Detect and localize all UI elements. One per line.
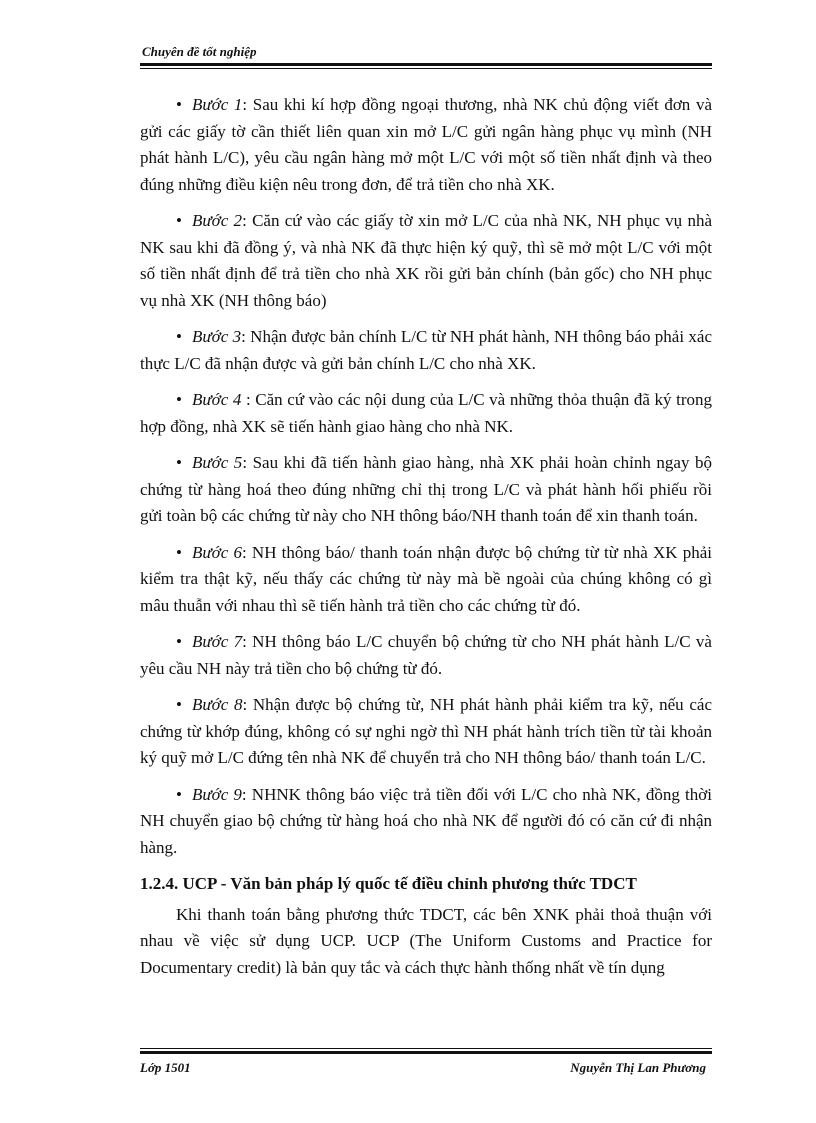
footer-rule-thin: [140, 1048, 712, 1049]
section-heading: 1.2.4. UCP - Văn bản pháp lý quốc tế điều chỉnh phương thức TDCT: [140, 874, 637, 893]
step-separator: :: [242, 453, 253, 472]
step-label: Bước 8: [192, 695, 243, 714]
step-text: NH thông báo/ thanh toán nhận được bộ chứng từ từ nhà XK phải kiểm tra thật kỹ, nếu thấy các chứng từ này mà bề ngoài của chúng không có gì mâu thuẫn với nhau thì sẽ tiến hành trả tiền cho các chứng từ đó.: [140, 542, 712, 615]
step-label: Bước 5: [192, 453, 243, 472]
footer-row: [140, 1060, 712, 1076]
step-label: Bước 2: [192, 211, 243, 230]
header-title: Chuyên đề tốt nghiệp: [142, 44, 257, 59]
step-text: Căn cứ vào các nội dung của L/C và những thỏa thuận đã ký trong hợp đồng, nhà XK sẽ tiến hành giao hàng cho nhà NK.: [140, 390, 712, 436]
step-label: Bước 3: [192, 327, 242, 346]
step-9: [140, 782, 712, 862]
step-7: [140, 629, 712, 682]
step-label: Bước 1: [192, 95, 243, 114]
step-separator: :: [242, 95, 253, 114]
step-2: [140, 208, 712, 314]
step-label: Bước 7: [192, 632, 243, 651]
step-separator: :: [241, 542, 252, 562]
bullet-icon: •: [176, 632, 182, 651]
bullet-icon: •: [176, 695, 182, 714]
step-label: Bước 6: [192, 542, 242, 562]
document-body: [140, 92, 712, 981]
bullet-icon: •: [176, 211, 182, 230]
footer-class: Lớp 1501: [140, 1060, 191, 1075]
step-separator: :: [241, 390, 256, 409]
bullet-icon: •: [176, 542, 182, 562]
step-text: Sau khi đã tiến hành giao hàng, nhà XK phải hoàn chỉnh ngay bộ chứng từ hàng hoá theo đúng những chỉ thị trong L/C và phát hành hối phiếu rồi gửi toàn bộ các chứng từ này cho NH thông báo/NH thanh toán để xin thanh toán.: [140, 453, 712, 525]
bullet-icon: •: [176, 453, 182, 472]
footer-author: Nguyễn Thị Lan Phương: [570, 1060, 706, 1075]
page-footer: [140, 1048, 712, 1076]
page-header: [140, 44, 712, 69]
step-separator: :: [241, 784, 252, 804]
bullet-icon: •: [176, 390, 182, 409]
header-rule-thin: [140, 68, 712, 69]
step-text: Sau khi kí hợp đồng ngoại thương, nhà NK chủ động viết đơn và gửi các giấy tờ cần thiết liên quan xin mở L/C gửi ngân hàng phục vụ mình (NH phát hành L/C), yêu cầu ngân hàng mở một L/C với một số tiền nhất định và theo đúng những điều kiện nêu trong đơn, để trả tiền cho nhà XK.: [140, 95, 712, 194]
step-6: [140, 540, 712, 620]
bullet-icon: •: [176, 327, 182, 346]
step-4: [140, 387, 712, 440]
step-separator: :: [242, 695, 253, 714]
step-5: [140, 450, 712, 530]
bullet-icon: •: [176, 95, 182, 114]
step-8: [140, 692, 712, 772]
step-label: Bước 4: [192, 390, 242, 409]
step-separator: :: [242, 632, 253, 651]
section-paragraph: Khi thanh toán bằng phương thức TDCT, các bên XNK phải thoả thuận với nhau về việc sử dụng UCP. UCP (The Uniform Customs and Practice for Documentary credit) là bản quy tắc và cách thực hành thống nhất về tín dụng: [140, 904, 712, 977]
step-text: Căn cứ vào các giấy tờ xin mở L/C của nhà NK, NH phục vụ nhà NK sau khi đã đồng ý, và nhà NK đã thực hiện ký quỹ, thì sẽ mở một L/C với một số tiền nhất định để trả tiền cho nhà XK rồi gửi bản chính (bản gốc) cho NH phục vụ nhà XK (NH thông báo): [140, 211, 712, 310]
step-text: Nhận được bộ chứng từ, NH phát hành phải kiểm tra kỹ, nếu các chứng từ khớp đúng, không có sự nghi ngờ thì NH phát hành trích tiền từ tài khoản ký quỹ mở L/C đứng tên nhà NK để chuyển trả cho NH thông báo/ thanh toán L/C.: [140, 695, 712, 767]
step-separator: :: [241, 327, 251, 346]
step-text: Nhận được bản chính L/C từ NH phát hành, NH thông báo phải xác thực L/C đã nhận được và gửi bản chính L/C cho nhà XK.: [140, 327, 712, 373]
bullet-icon: •: [176, 784, 182, 804]
header-rule-thick: [140, 63, 712, 66]
step-3: [140, 324, 712, 377]
step-text: NHNK thông báo việc trả tiền đối với L/C cho nhà NK, đồng thời NH chuyển giao bộ chứng từ hàng hoá cho nhà NK để người đó có căn cứ đi nhận hàng.: [140, 784, 712, 857]
step-1: [140, 92, 712, 198]
step-separator: :: [242, 211, 253, 230]
step-text: NH thông báo L/C chuyển bộ chứng từ cho NH phát hành L/C và yêu cầu NH này trả tiền cho bộ chứng từ đó.: [140, 632, 712, 678]
footer-rule-thick: [140, 1051, 712, 1054]
step-label: Bước 9: [192, 784, 242, 804]
